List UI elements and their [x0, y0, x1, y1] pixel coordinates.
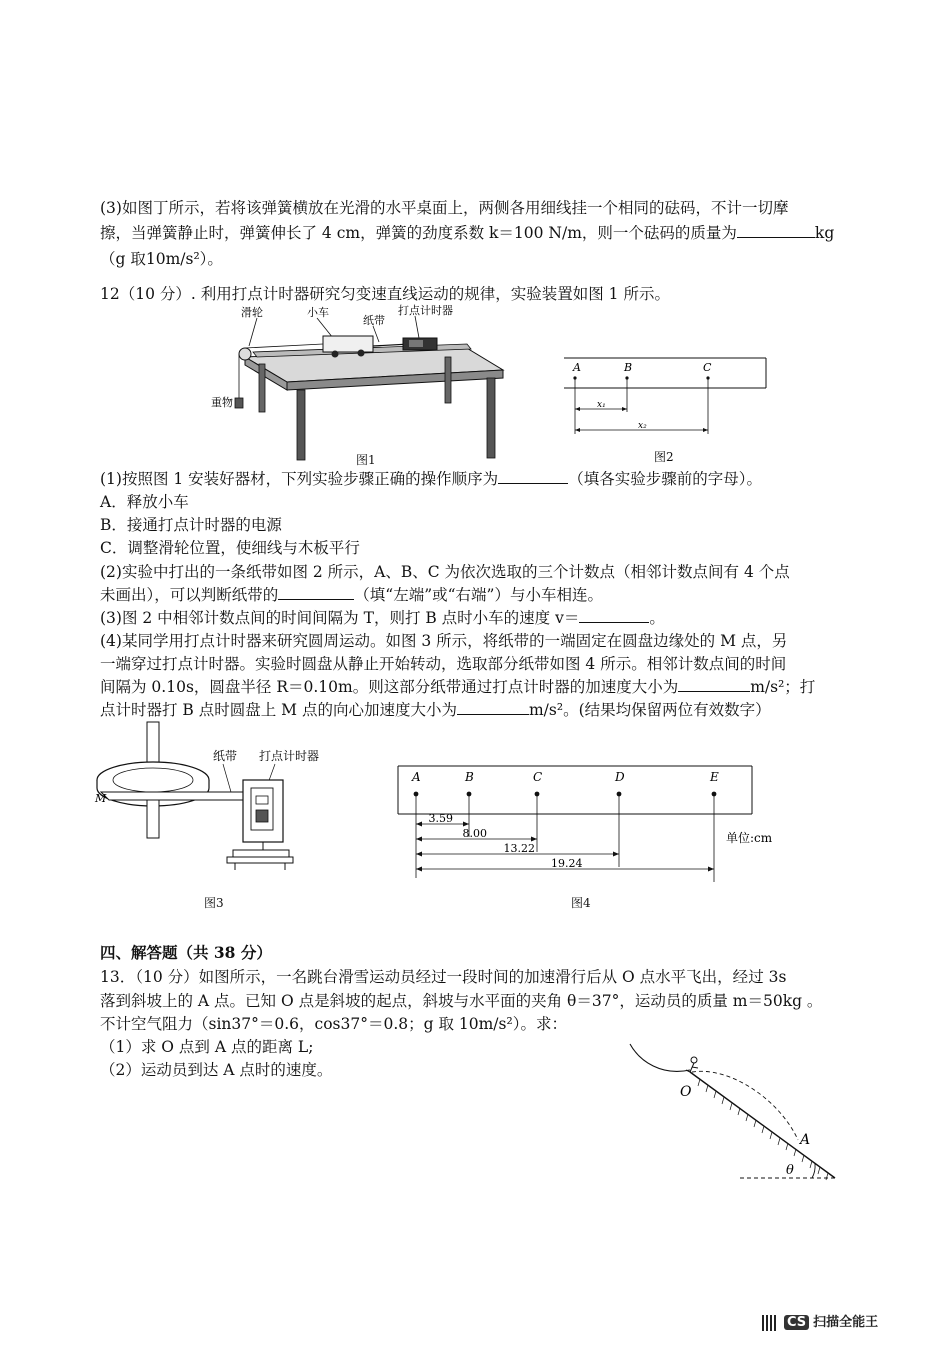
fig4-arrowhead — [463, 822, 469, 827]
q13-line3: 不计空气阻力（sin37°＝0.6，cos37°＝0.8；g 取 10m/s²）。求： — [100, 1015, 567, 1033]
fig4-arrowhead — [531, 837, 537, 842]
q12-option-a: A．释放小车 — [100, 493, 189, 511]
fig4-dimension-value: 13.22 — [503, 842, 535, 855]
fig4-dimension-value: 3.59 — [428, 812, 453, 825]
q13-sub2: （2）运动员到达 A 点时的速度。 — [100, 1061, 333, 1079]
answer-blank-end[interactable] — [278, 585, 354, 600]
q13-line2: 落到斜坡上的 A 点。已知 O 点是斜坡的起点，斜坡与水平面的夹角 θ＝37°，运动员的质量 m＝50kg 。 — [100, 992, 823, 1010]
fig4-point-label: C — [533, 770, 543, 784]
fig4-point-label: B — [465, 770, 474, 784]
fig1-label-pulley: 滑轮 — [241, 306, 263, 319]
q12-stem: 12（10 分）. 利用打点计时器研究匀变速直线运动的规律，实验装置如图 1 所示。 — [100, 285, 670, 303]
fig3-label-M: M — [95, 792, 107, 805]
fig2-point-A: A — [573, 361, 581, 374]
q12-part3-tail: 。 — [649, 609, 665, 627]
fig4-dimension-value: 19.24 — [551, 857, 583, 870]
fig1-label-cart: 小车 — [307, 306, 329, 319]
fig3-label-tape: 纸带 — [213, 749, 238, 763]
fig4-unit: 单位:cm — [726, 831, 773, 845]
fig4-arrowhead — [416, 822, 422, 827]
q12-part2-line2 — [100, 584, 880, 606]
q11-3-line3: （g 取10m/s²）。 — [100, 250, 223, 268]
fig4-dimension-value: 8.00 — [462, 827, 487, 840]
figure-3-disk — [95, 718, 345, 883]
fig4-arrowhead — [708, 867, 714, 872]
q12-option-c: C．调整滑轮位置，使细线与木板平行 — [100, 539, 360, 557]
fig4-point-label: D — [615, 770, 625, 784]
q12-part4-unit1: m/s²；打 — [750, 678, 816, 696]
fig4-arrowhead — [613, 852, 619, 857]
fig2-caption: 图2 — [654, 450, 674, 464]
q11-3-unit: kg — [814, 224, 835, 242]
ski-label-theta: θ — [786, 1163, 794, 1178]
q13-line1: 13．（10 分）如图所示，一名跳台滑雪运动员经过一段时间的加速滑行后从 O 点水平飞出，经过 3s — [100, 968, 787, 986]
q11-3-line1: (3)如图丁所示，若将该弹簧横放在光滑的水平桌面上，两侧各用细线挂一个相同的砝码，不计一切摩 — [100, 199, 789, 217]
fig4-point-label: A — [412, 770, 421, 784]
section-4-heading: 四、解答题（共 38 分） — [100, 943, 272, 962]
q11-3-line2-text: 擦，当弹簧静止时，弹簧伸长了 4 cm，弹簧的劲度系数 k＝100 N/m，则一个砝码的质量为 — [100, 224, 737, 242]
fig3-label-timer: 打点计时器 — [259, 749, 320, 763]
q12-part1-text: (1)按照图 1 安装好器材，下列实验步骤正确的操作顺序为 — [100, 470, 499, 488]
q12-part4-line2: 一端穿过打点计时器。实验时圆盘从静止开始转动，选取部分纸带如图 4 所示。相邻计数点间的时间 — [100, 655, 787, 673]
q12-part3 — [100, 607, 880, 629]
answer-blank-order[interactable] — [498, 469, 568, 484]
q12-part4-unit2: m/s²。(结果均保留两位有效数字） — [528, 701, 771, 719]
fig1-label-timer: 打点计时器 — [398, 304, 453, 317]
figure-2-tape — [562, 354, 767, 438]
fig1-caption: 图1 — [356, 453, 376, 467]
fig2-x2: x₂ — [638, 421, 647, 431]
ski-label-A: A — [800, 1132, 811, 1148]
answer-blank-velocity[interactable] — [579, 608, 649, 623]
watermark-text: 扫描全能王 — [813, 1315, 879, 1330]
ski-label-O: O — [680, 1084, 692, 1100]
q12-part1-tail: （填各实验步骤前的字母）。 — [568, 470, 762, 488]
figure-ski-jump — [620, 1040, 845, 1185]
answer-blank-acceleration[interactable] — [678, 677, 750, 692]
scanner-watermark — [762, 1311, 878, 1331]
fig1-label-tape: 纸带 — [363, 314, 385, 327]
q12-part4-text2: 点计时器打 B 点时圆盘上 M 点的向心加速度大小为 — [100, 701, 457, 719]
fig2-x1: x₁ — [597, 400, 606, 410]
fig2-point-C: C — [703, 361, 712, 374]
qr-code-icon — [762, 1315, 778, 1331]
q12-part1 — [100, 468, 880, 490]
answer-blank-mass[interactable] — [737, 223, 815, 238]
answer-blank-centripetal[interactable] — [457, 700, 529, 715]
q12-option-b: B．接通打点计时器的电源 — [100, 516, 282, 534]
q12-part2-text: 未画出），可以判断纸带的 — [100, 586, 279, 604]
fig3-caption: 图3 — [204, 896, 224, 910]
fig4-arrowhead — [416, 867, 422, 872]
q12-part4-text: 间隔为 0.10s，圆盘半径 R＝0.10m。则这部分纸带通过打点计时器的加速度大小为 — [100, 678, 679, 696]
fig4-arrowhead — [416, 837, 422, 842]
q12-part4-line1: (4)某同学用打点计时器来研究圆周运动。如图 3 所示，将纸带的一端固定在圆盘边缘处的 M 点，另 — [100, 632, 788, 650]
figure-4-tape — [396, 762, 773, 882]
q12-part3-text: (3)图 2 中相邻计数点间的时间间隔为 T，则打 B 点时小车的速度 v＝ — [100, 609, 580, 627]
q12-part4-line3 — [100, 676, 880, 698]
q13-sub1: （1）求 O 点到 A 点的距离 L; — [100, 1038, 314, 1056]
figure-1-cart-setup — [205, 302, 515, 464]
q12-part2-line1: (2)实验中打出的一条纸带如图 2 所示，A、B、C 为依次选取的三个计数点（相邻计数点间有 4 个点 — [100, 563, 790, 581]
fig2-point-B: B — [624, 361, 633, 374]
fig1-label-weight: 重物 — [211, 396, 233, 409]
fig4-caption: 图4 — [571, 896, 591, 910]
fig4-dimensions-group — [416, 812, 714, 872]
cs-logo-icon: CS — [784, 1315, 809, 1330]
fig4-point-label: E — [710, 770, 719, 784]
q11-3-line2 — [100, 222, 880, 244]
q12-part2-tail: （填“左端”或“右端”）与小车相连。 — [354, 586, 603, 604]
fig4-arrowhead — [416, 852, 422, 857]
